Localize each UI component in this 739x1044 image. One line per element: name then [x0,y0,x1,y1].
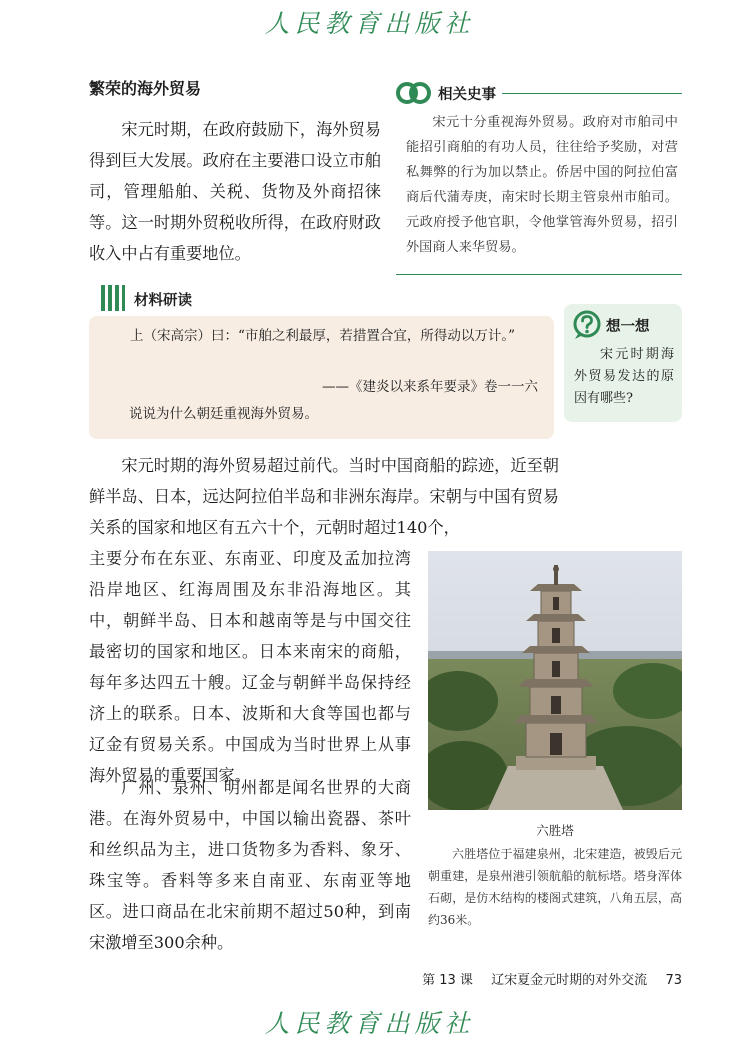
material-question: 说说为什么朝廷重视海外贸易。 [129,406,318,422]
page-number: 73 [665,973,682,988]
think-title: 想一想 [606,319,650,335]
section-title: 繁荣的海外贸易 [89,79,202,98]
publisher-header: 人民教育出版社 [264,9,475,38]
related-history-title: 相关史事 [438,87,496,103]
material-reading-icon [100,284,126,312]
think-text: 宋元时期海外贸易发达的原因有哪些? [574,347,674,406]
question-icon [572,310,602,340]
photo-caption: 六胜塔 [536,823,574,838]
material-reading-label: 材料研读 [134,293,192,309]
page-footer [422,969,682,988]
related-history-box [396,78,682,276]
material-reading-box [89,316,554,439]
related-history-divider-bottom [396,274,682,275]
related-history-divider-top [502,93,682,94]
material-quote: 上（宋高宗）曰：“市舶之利最厚，若措置合宜，所得动以万计。” [130,328,516,344]
related-history-text: 宋元十分重视海外贸易。政府对市舶司中能招引商舶的有功人员，往往给予奖励，对营私舞弊的行为加以禁止。侨居中国的阿拉伯富商后代蒲寿庚，南宋时长期主管泉州市舶司。元政府授予他官职，令他掌管海外贸易，招引外国商人来华贸易。 [406,115,678,255]
think-box [564,304,682,422]
related-history-icon [396,78,432,108]
material-source: ——《建炎以来系年要录》卷一一六 [322,379,538,395]
lesson-title: 辽宋夏金元时期的对外交流 [491,973,648,988]
publisher-footer: 人民教育出版社 [264,1009,475,1038]
paragraph-2: 宋元时期的海外贸易超过前代。当时中国商船的踪迹，近至朝鲜半岛、日本，远达阿拉伯半岛和非洲东海岸。宋朝与中国有贸易关系的国家和地区有五六十个，元朝时超过140个， [89,456,559,537]
lesson-number: 第 13 课 [422,973,473,988]
liusheng-pagoda-photo [428,551,682,810]
photo-description: 六胜塔位于福建泉州，北宋建造，被毁后元朝重建，是泉州港引领航船的航标塔。塔身浑体石砌，是仿木结构的楼阁式建筑，八角五层，高约36米。 [428,847,682,927]
paragraph-3: 广州、泉州、明州都是闻名世界的大商港。在海外贸易中，中国以输出瓷器、茶叶和丝织品为主，进口货物多为香料、象牙、珠宝等。香料等多来自南亚、东南亚等地区。进口商品在北宋前期不超过50种，到南宋激增至300余种。 [89,778,411,952]
paragraph-2-continued: 主要分布在东亚、东南亚、印度及孟加拉湾沿岸地区、红海周围及东非沿海地区。其中，朝鲜半岛、日本和越南等是与中国交往最密切的国家和地区。日本来南宋的商船，每年多达四五十艘。辽金与朝鲜半岛保持经济上的联系。日本、波斯和大食等国也都与辽金有贸易关系。中国成为当时世界上从事海外贸易的重要国家。 [89,549,411,785]
paragraph-1: 宋元时期，在政府鼓励下，海外贸易得到巨大发展。政府在主要港口设立市舶司，管理船舶、关税、货物及外商招徕等。这一时期外贸税收所得，在政府财政收入中占有重要地位。 [89,120,381,263]
